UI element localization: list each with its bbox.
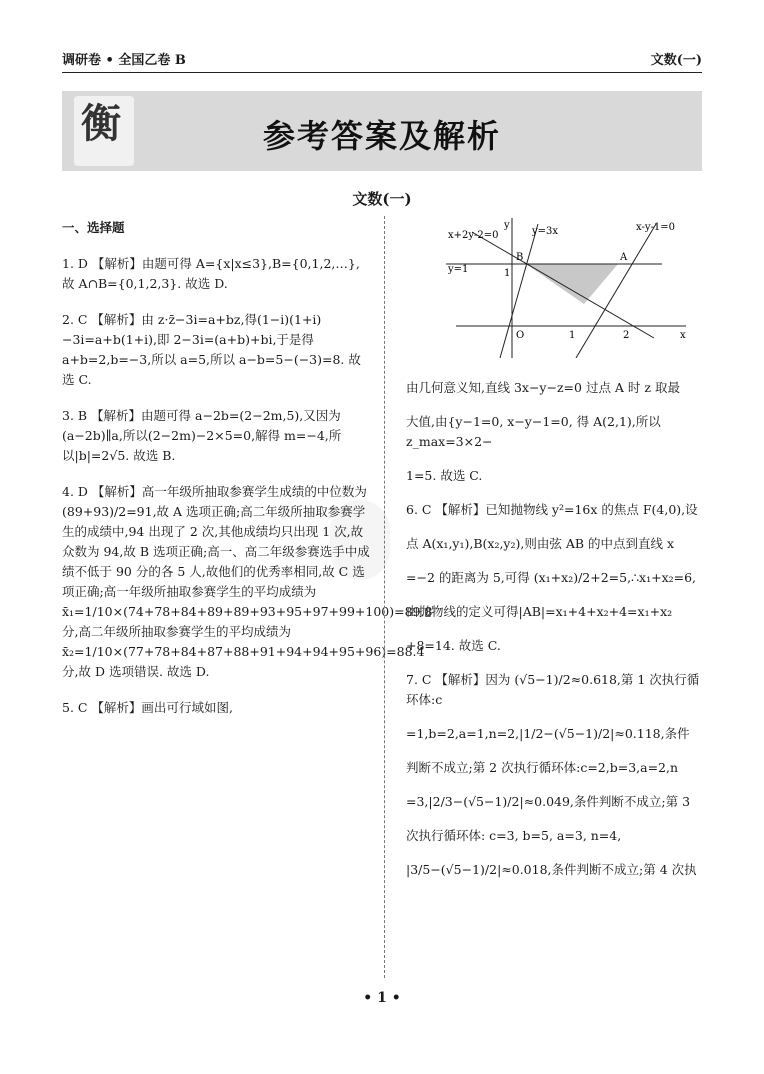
- banner-title: 参考答案及解析: [262, 117, 501, 155]
- seal-glyph: 衡: [81, 100, 115, 147]
- line-x2y: [472, 232, 654, 338]
- page-number: • 1 •: [363, 990, 401, 1006]
- answer-item-1: 1. D 【解析】由题可得 A={x|x≤3},B={0,1,2,…},故 A∩B={0,1,2,3}. 故选 D.: [62, 256, 360, 291]
- page-header: [62, 46, 702, 73]
- right-line-12: =3,|2/3−(√5−1)/2|≈0.049,条件判断不成立;第 3: [406, 794, 691, 809]
- right-line-11: 判断不成立;第 2 次执行循环体:c=2,b=3,a=2,n: [406, 760, 679, 775]
- left-column: [62, 218, 433, 734]
- page-subtitle: 文数(一): [352, 190, 412, 208]
- right-line-2: 大值,由{y−1=0, x−y−1=0, 得 A(2,1),所以 z_max=3×2−: [406, 414, 661, 449]
- right-line-1: 由几何意义知,直线 3x−y−z=0 过点 A 时 z 取最: [406, 380, 680, 395]
- label-x: x: [680, 330, 686, 341]
- label-two-x: 2: [623, 330, 630, 341]
- column-divider: [384, 216, 385, 978]
- right-line-6: =−2 的距离为 5,可得 (x₁+x₂)/2+2=5,∴x₁+x₂=6,: [406, 570, 697, 585]
- right-column: [406, 218, 706, 894]
- answer-item-3: 3. B 【解析】由题可得 a−2b=(2−2m,5),又因为(a−2b)∥a,所以(2−2m)−2×5=0,解得 m=−4,所以|b|=2√5. 故选 B.: [62, 408, 342, 463]
- label-one-y: 1: [504, 268, 511, 279]
- right-line-10: =1,b=2,a=1,n=2,|1/2−(√5−1)/2|≈0.118,条件: [406, 726, 690, 741]
- label-a: A: [620, 252, 628, 263]
- answer-item-5: 5. C 【解析】画出可行域如图,: [62, 700, 233, 715]
- right-line-7: 由抛物线的定义可得|AB|=x₁+4+x₂+4=x₁+x₂: [406, 604, 673, 619]
- right-line-8: +8=14. 故选 C.: [406, 638, 501, 653]
- label-l4: y=1: [448, 264, 469, 275]
- label-l2: y=3x: [532, 226, 559, 237]
- label-y: y: [504, 220, 510, 231]
- answer-item-4: 4. D 【解析】高一年级所抽取参赛学生成绩的中位数为 (89+93)/2=91,故 A 选项正确;高二年级所抽取参赛学生的成绩中,94 出现了 2 次,其他成绩均只出现 1 次,故众数为 94,故 B 选项正确;高一、高二年级参赛选手中成绩不低于 90 分的各 5 人,故他们的优秀率相同,故 C 选项正确;高一年级所抽取参赛学生的平均成绩为 x̄₁=1/10×(74+78+84+89+89+93+95+97+99+100)=89.8 分,高二年级所抽取参赛学生的平均成绩为 x̄₂=1/10×(77+78+84+87+88+91+94+94+95+96)=88.4 分,故 D 选项错误. 故选 D.: [62, 484, 433, 679]
- shaded-region: [526, 264, 618, 304]
- right-line-9: 7. C 【解析】因为 (√5−1)/2≈0.618,第 1 次执行循环体:c: [406, 672, 700, 707]
- right-line-5: 点 A(x₁,y₁),B(x₂,y₂),则由弦 AB 的中点到直线 x: [406, 536, 675, 551]
- header-left: 调研卷 • 全国乙卷 B: [62, 53, 186, 68]
- right-line-3: 1=5. 故选 C.: [406, 468, 483, 483]
- label-l3: x-y-1=0: [636, 222, 675, 233]
- label-b: B: [516, 252, 524, 263]
- right-line-13: 次执行循环体: c=3, b=5, a=3, n=4,: [406, 828, 622, 843]
- section-title: 一、选择题: [62, 220, 125, 235]
- label-one-x: 1: [569, 330, 576, 341]
- feasible-region-graph: [426, 218, 686, 358]
- title-banner: [62, 91, 702, 171]
- answer-item-2: 2. C 【解析】由 z·z̄−3i=a+bz,得(1−i)(1+i)−3i=a+b(1+i),即 2−3i=(a+b)+bi,于是得 a+b=2,b=−3,所以 a=5,所以 a−b=5−(−3)=8. 故选 C.: [62, 312, 361, 387]
- label-l1: x+2y-2=0: [448, 230, 499, 241]
- right-line-4: 6. C 【解析】已知抛物线 y²=16x 的焦点 F(4,0),设: [406, 502, 698, 517]
- header-right: 文数(一): [650, 53, 702, 68]
- label-o: O: [516, 330, 525, 341]
- right-line-14: |3/5−(√5−1)/2|≈0.018,条件判断不成立;第 4 次执: [406, 862, 697, 877]
